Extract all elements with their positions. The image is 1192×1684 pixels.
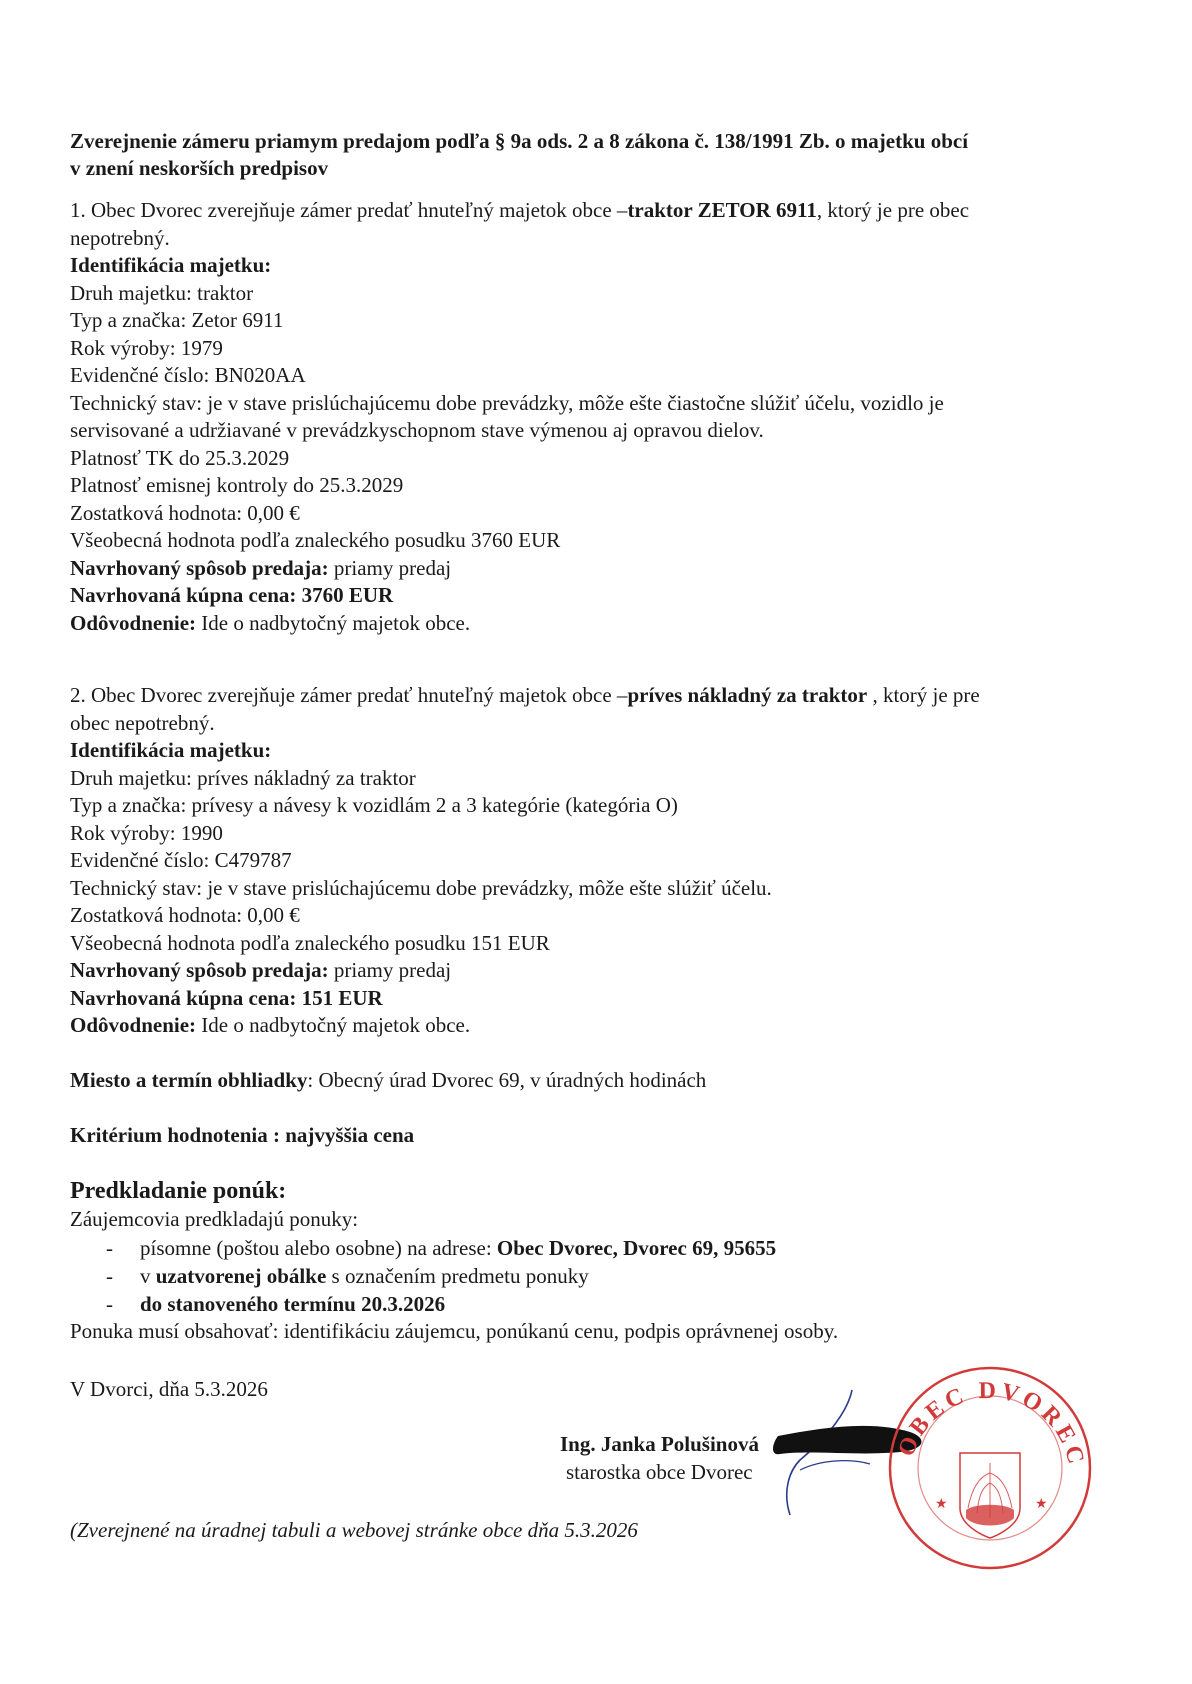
offers-title: Predkladanie ponúk: [70,1178,287,1204]
item-1-cena: Navrhovaná kúpna cena: 3760 EUR [70,583,394,607]
item-2-typ: Typ a značka: prívesy a návesy k vozidlám 2 a 3 kategórie (kategória O) [70,793,678,817]
item-2-intro-cont: obec nepotrebný. [70,710,215,735]
item-1-rok: Rok výroby: 1979 [70,335,223,360]
item-2-odov-label: Odôvodnenie: [70,1013,197,1037]
evaluation-criterion [70,1122,1130,1150]
item-2-druh: Druh majetku: príves nákladný za traktor [70,765,416,790]
offers-item-deadline [70,1290,1130,1318]
item-1-intro-cont: nepotrebný. [70,225,170,250]
item-2-sposob [70,957,1130,985]
item-1-tk: Platnosť TK do 25.3.2029 [70,445,290,470]
offers-item-envelope-bold: uzatvorenej obálke [155,1263,327,1288]
item-1-ek: Platnosť emisnej kontroly do 25.3.2029 [70,473,404,497]
offers-item-envelope-pre: v [140,1263,156,1288]
inspection-value: : Obecný úrad Dvorec 69, v úradných hodinách [307,1068,707,1092]
item-2-intro-tail: , ktorý je pre [867,683,980,707]
inspection-line [70,1067,1130,1095]
item-1-subject: traktor ZETOR 6911 [627,198,817,222]
document-heading [70,128,1110,182]
offers-list [70,1234,1130,1318]
offers-item-envelope-post: s označením predmetu ponuky [326,1263,589,1288]
offers-item-address-text: písomne (poštou alebo osobne) na adrese: [140,1235,497,1260]
dash-mark: - [106,1235,113,1260]
publication-note: (Zverejnené na úradnej tabuli a webovej stránke obce dňa 5.3.2026 [70,1518,638,1542]
offers-item-envelope [70,1262,1130,1290]
criterion-text: Kritérium hodnotenia : najvyššia cena [70,1123,415,1147]
item-1-typ: Typ a značka: Zetor 6911 [70,308,284,332]
item-1-stav-1: Technický stav: je v stave prislúchajúcemu dobe prevádzky, môže ešte čiastočne slúžiť účelu, vozidlo je [70,390,944,415]
item-2-subject: príves nákladný za traktor [627,683,868,707]
item-2-intro [70,682,1130,710]
item-2-odovodnenie [70,1012,1130,1040]
item-1-zostatkova: Zostatková hodnota: 0,00 € [70,500,300,525]
inspection-info [70,1067,1130,1095]
heading-line-1: Zverejnenie zámeru priamym predajom podľa § 9a ods. 2 a 8 zákona č. 138/1991 Zb. o majetku obcí [70,129,969,153]
signatory-name: Ing. Janka Polušinová [560,1432,759,1456]
dash-mark: - [106,1291,113,1316]
place-date-text: V Dvorci, dňa 5.3.2026 [70,1377,268,1401]
municipal-stamp [880,1358,1100,1578]
offers-item-address-bold: Obec Dvorec, Dvorec 69, 95655 [496,1235,777,1260]
dash-mark: - [106,1263,113,1288]
offers-content-requirements: Ponuka musí obsahovať: identifikáciu záujemcu, ponúkanú cenu, podpis oprávnenej osoby. [70,1318,839,1343]
item-1-sposob [70,555,1130,583]
item-1-intro [70,197,1130,225]
offers-item-deadline-bold: do stanoveného termínu 20.3.2026 [140,1291,446,1316]
item-2-vseobecna: Všeobecná hodnota podľa znaleckého posudku 151 EUR [70,930,550,955]
heading-line-2: v znení neskorších predpisov [70,156,329,180]
item-1-vseobecna: Všeobecná hodnota podľa znaleckého posudku 3760 EUR [70,528,561,552]
item-1-odov-label: Odôvodnenie: [70,610,197,635]
offers-item-address [70,1234,1130,1262]
signatory-role: starostka obce Dvorec [566,1460,753,1484]
item-2-stav: Technický stav: je v stave prislúchajúcemu dobe prevádzky, môže ešte slúžiť účelu. [70,875,772,900]
item-1-ident-label: Identifikácia majetku: [70,253,272,277]
stamp-text: OBEC DVOREC [893,1377,1090,1471]
item-1-sposob-label: Navrhovaný spôsob predaja: [70,555,329,580]
item-1-sposob-value: priamy predaj [328,555,452,580]
item-2-cena: Navrhovaná kúpna cena: 151 EUR [70,985,383,1010]
item-1-odov-value: Ide o nadbytočný majetok obce. [196,610,471,635]
offers-section [70,1176,1130,1345]
item-1-intro-text: 1. Obec Dvorec zverejňuje zámer predať hnuteľný majetok obce – [70,198,628,222]
offers-intro: Záujemcovia predkladajú ponuky: [70,1207,359,1231]
item-2-odov-value: Ide o nadbytočný majetok obce. [196,1013,471,1037]
inspection-label: Miesto a termín obhliadky [70,1068,308,1092]
item-2-evid: Evidenčné číslo: C479787 [70,848,292,872]
item-2-zostatkova: Zostatková hodnota: 0,00 € [70,903,300,927]
item-1-odovodnenie [70,610,1130,638]
item-2-sposob-value: priamy predaj [328,958,452,982]
item-1-stav-2: servisované a udržiavané v prevádzkyschopnom stave výmenou aj opravou dielov. [70,418,764,442]
item-2-sposob-label: Navrhovaný spôsob predaja: [70,958,329,982]
item-1-druh: Druh majetku: traktor [70,280,254,305]
item-2-intro-text: 2. Obec Dvorec zverejňuje zámer predať hnuteľný majetok obce – [70,683,628,707]
item-1-intro-tail: , ktorý je pre obec [816,198,970,222]
item-1-evid: Evidenčné číslo: BN020AA [70,363,306,387]
stamp-star-right: ★ [1035,1497,1048,1512]
item-2-ident-label: Identifikácia majetku: [70,738,272,762]
item-2-section [70,682,1130,1040]
item-2-rok: Rok výroby: 1990 [70,820,223,845]
item-1-section [70,197,1130,637]
stamp-star-left: ★ [935,1497,948,1512]
